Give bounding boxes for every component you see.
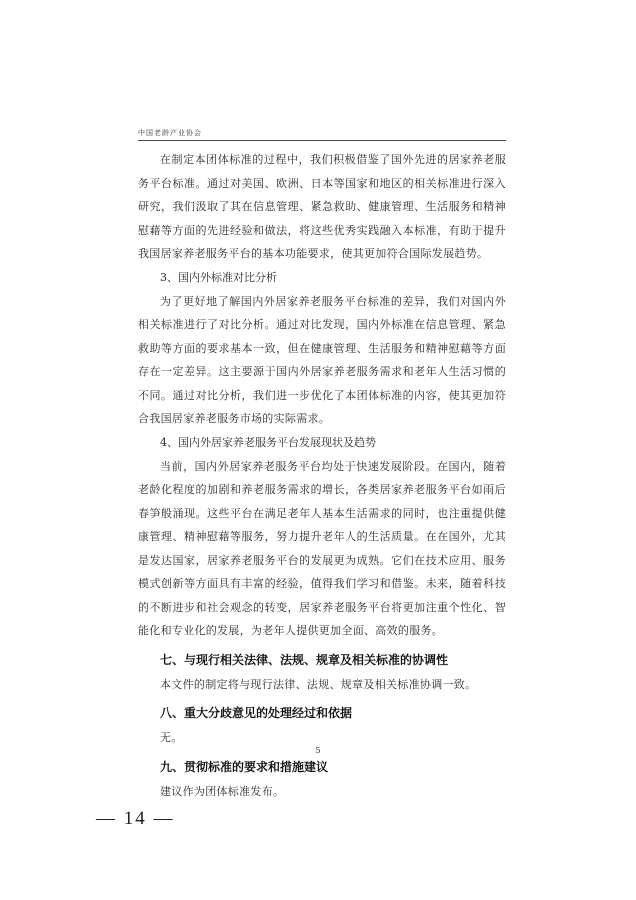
subheading-comparison: 3、国内外标准对比分析 bbox=[160, 270, 277, 284]
paragraph-comparison: 为了更好地了解国内外居家养老服务平台标准的差异，我们对国内外相关标准进行了对比分析。通过对比发现，国内外标准在信息管理、紧急救助等方面的要求基本一致，但在健康管理、生活服务和精神慰藉等方面存在一定差异。这主要源于国内外居家养老服务需求和老年人生活习惯的不同。通过对比分析，我们进一步优化了本团体标准的内容，使其更加符合我国居家养老服务市场的实际需求。 bbox=[138, 294, 506, 425]
paragraph-implementation: 建议作为团体标准发布。 bbox=[160, 784, 285, 798]
section-heading-implementation: 九、贯彻标准的要求和措施建议 bbox=[160, 759, 329, 774]
inner-page-number: 5 bbox=[315, 746, 321, 755]
paragraph-coordination: 本文件的制定将与现行法律、法规、规章及相关标准协调一致。 bbox=[160, 677, 477, 691]
section-heading-disputes: 八、重大分歧意见的处理经过和依据 bbox=[160, 706, 353, 720]
subheading-trends: 4、国内外居家养老服务平台发展现状及趋势 bbox=[160, 435, 376, 449]
outer-page-number: — 14 — bbox=[96, 808, 175, 829]
paragraph-intl-reference: 在制定本团体标准的过程中，我们积极借鉴了国外先进的居家养老服务平台标准。通过对美国、欧洲、日本等国家和地区的相关标准进行深入研究，我们汲取了其在信息管理、紧急救助、健康管理、生活服务和精神慰藉等方面的先进经验和做法，将这些优秀实践融入本标准，有助于提升我国居家养老服务平台的基本功能要求，使其更加符合国际发展趋势。 bbox=[138, 153, 506, 260]
paragraph-trends: 当前，国内外居家养老服务平台均处于快速发展阶段。在国内，随着老龄化程度的加剧和养老服务需求的增长，各类居家养老服务平台如雨后春笋般涌现。这些平台在满足老年人基本生活需求的同时，也注重提供健康管理、精神慰藉等服务，努力提升老年人的生活质量。在在国外，尤其是发达国家，居家养老服务平台的发展更为成熟。它们在技术应用、服务模式创新等方面具有丰富的经验，值得我们学习和借鉴。未来，随着科技的不断进步和社会观念的转变，居家养老服务平台将更加注重个性化、智能化和专业化的发展，为老年人提供更加全面、高效的服务。 bbox=[138, 459, 506, 637]
page-header-org: 中国老龄产业协会 bbox=[138, 129, 202, 137]
header-divider bbox=[138, 140, 506, 141]
paragraph-disputes: 无。 bbox=[160, 731, 183, 744]
document-body bbox=[138, 148, 506, 803]
section-heading-coordination: 七、与现行相关法律、法规、规章及相关标准的协调性 bbox=[160, 652, 449, 667]
